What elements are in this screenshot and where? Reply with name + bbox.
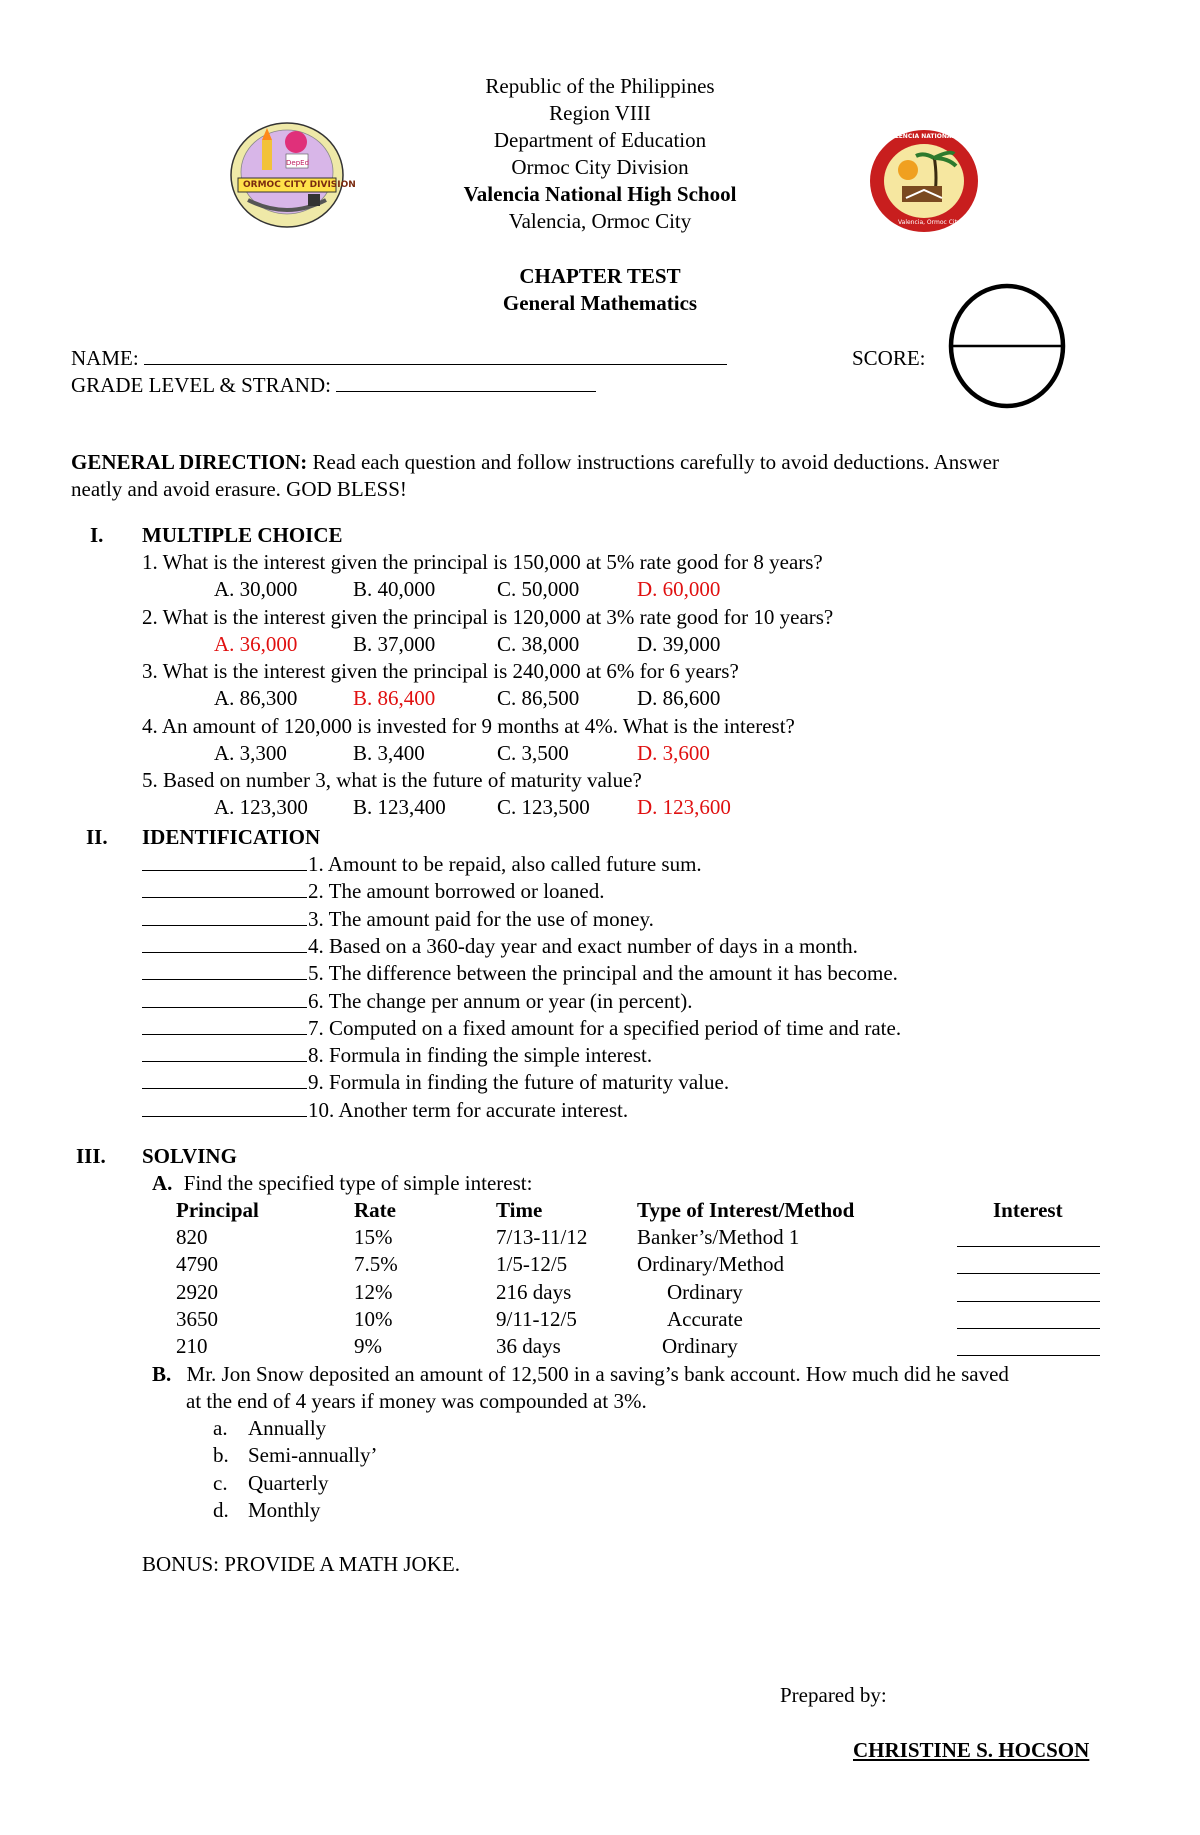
answer-blank[interactable] xyxy=(142,936,307,953)
identification-item xyxy=(142,1072,729,1093)
mc-option-3-c[interactable]: C. 86,500 xyxy=(497,686,580,710)
school-location: Valencia, Ormoc City xyxy=(508,209,692,233)
mc-option-3-b[interactable]: B. 86,400 xyxy=(353,686,436,710)
mc-option-4-d[interactable]: D. 3,600 xyxy=(637,740,710,765)
identification-text: 2. The amount borrowed or loaned. xyxy=(308,879,605,904)
identification-item xyxy=(142,854,702,875)
mc-option-5-a[interactable]: A. 123,300 xyxy=(214,795,308,819)
test-title: CHAPTER TEST xyxy=(519,264,681,288)
direction-label: GENERAL DIRECTION: xyxy=(71,450,308,474)
mc-option-1-b[interactable]: B. 40,000 xyxy=(353,577,436,601)
interest-answer-blank[interactable] xyxy=(957,1354,1100,1356)
name-label: NAME: xyxy=(71,346,139,370)
interest-answer-blank[interactable] xyxy=(957,1300,1100,1302)
partB-option-letter: d. xyxy=(213,1497,229,1522)
header-line-republic: Republic of the Philippines xyxy=(485,74,715,98)
table-cell: 7/13-11/12 xyxy=(496,1225,588,1249)
identification-text: 5. The difference between the principal and the amount it has become. xyxy=(308,961,898,986)
partB-label: B. xyxy=(152,1362,172,1386)
mc-option-2-c[interactable]: C. 38,000 xyxy=(497,631,580,656)
answer-blank[interactable] xyxy=(142,1100,307,1117)
section2-numeral: II. xyxy=(86,825,108,849)
mc-question-2: 2. What is the interest given the principal is 120,000 at 3% rate good for 10 years? xyxy=(142,604,834,629)
mc-option-2-d[interactable]: D. 39,000 xyxy=(637,631,721,656)
table-header: Time xyxy=(496,1198,543,1222)
section1-numeral: I. xyxy=(90,523,104,547)
mc-option-5-d[interactable]: D. 123,600 xyxy=(637,795,731,819)
table-cell: 12% xyxy=(354,1279,393,1304)
general-direction-line1 xyxy=(71,452,999,473)
answer-blank[interactable] xyxy=(142,881,307,898)
identification-item xyxy=(142,1097,629,1122)
mc-option-5-b[interactable]: B. 123,400 xyxy=(353,795,446,819)
bonus-text: BONUS: PROVIDE A MATH JOKE. xyxy=(142,1552,460,1576)
answer-blank[interactable] xyxy=(142,1045,307,1062)
identification-text: 9. Formula in finding the future of maturity value. xyxy=(308,1070,730,1095)
grade-field[interactable] xyxy=(71,375,596,396)
answer-blank[interactable] xyxy=(142,1072,307,1089)
interest-answer-blank[interactable] xyxy=(957,1327,1100,1329)
mc-option-4-b[interactable]: B. 3,400 xyxy=(353,740,425,765)
partB-option-text: Monthly xyxy=(248,1497,321,1522)
identification-item xyxy=(142,881,604,902)
table-cell: 1/5-12/5 xyxy=(496,1252,568,1277)
table-cell: 7.5% xyxy=(354,1252,398,1277)
table-header: Rate xyxy=(354,1198,396,1222)
identification-text: 8. Formula in finding the simple interest. xyxy=(308,1043,653,1068)
name-blank[interactable] xyxy=(144,348,727,365)
section3-numeral: III. xyxy=(76,1144,106,1168)
identification-item xyxy=(142,963,898,984)
mc-option-5-c[interactable]: C. 123,500 xyxy=(497,795,590,819)
right-logo-location-text: Valencia, Ormoc City xyxy=(898,219,961,226)
section2-title: IDENTIFICATION xyxy=(142,825,321,849)
direction-text-2: neatly and avoid erasure. GOD BLESS! xyxy=(71,477,407,501)
table-cell: 36 days xyxy=(496,1334,561,1359)
table-cell: 3650 xyxy=(176,1306,218,1331)
mc-option-4-a[interactable]: A. 3,300 xyxy=(214,740,287,765)
partA-label: A. xyxy=(152,1171,173,1195)
partA-heading xyxy=(152,1173,532,1194)
partB-option-text: Quarterly xyxy=(248,1470,329,1495)
header-line-division: Ormoc City Division xyxy=(511,155,689,179)
score-label: SCORE: xyxy=(852,346,926,370)
identification-item xyxy=(142,933,858,958)
valencia-nhs-seal xyxy=(868,128,1005,234)
mc-option-2-a[interactable]: A. 36,000 xyxy=(214,631,298,656)
table-header: Interest xyxy=(993,1198,1063,1222)
answer-blank[interactable] xyxy=(142,1018,307,1035)
identification-item xyxy=(142,906,654,931)
score-circle[interactable] xyxy=(946,282,1068,410)
identification-text: 1. Amount to be repaid, also called future sum. xyxy=(308,852,702,876)
identification-text: 3. The amount paid for the use of money. xyxy=(308,906,654,931)
interest-answer-blank[interactable] xyxy=(957,1272,1100,1274)
table-cell: Accurate xyxy=(667,1306,743,1331)
partB-line1 xyxy=(152,1364,1009,1385)
right-logo-school-text: VALENCIA NATIONAL HIGH SCHOOL xyxy=(886,133,1005,140)
table-cell: 2920 xyxy=(176,1279,218,1304)
grade-label: GRADE LEVEL & STRAND: xyxy=(71,373,331,397)
section3-title: SOLVING xyxy=(142,1144,237,1168)
table-cell: 210 xyxy=(176,1334,208,1359)
partB-text-2: at the end of 4 years if money was compounded at 3%. xyxy=(186,1389,647,1413)
left-logo-deped-text: DepEd xyxy=(286,159,310,167)
mc-question-3: 3. What is the interest given the principal is 240,000 at 6% for 6 years? xyxy=(142,659,739,683)
table-cell: 9% xyxy=(354,1334,382,1359)
partB-text-1: Mr. Jon Snow deposited an amount of 12,500 in a saving’s bank account. How much did he saved xyxy=(186,1362,1009,1386)
answer-blank[interactable] xyxy=(142,854,307,871)
mc-option-2-b[interactable]: B. 37,000 xyxy=(353,631,436,656)
table-cell: 15% xyxy=(354,1225,393,1249)
author-name: CHRISTINE S. HOCSON xyxy=(853,1738,1090,1762)
mc-option-1-c[interactable]: C. 50,000 xyxy=(497,577,580,601)
mc-question-5: 5. Based on number 3, what is the future of maturity value? xyxy=(142,768,642,792)
partA-text: Find the specified type of simple interest: xyxy=(183,1171,533,1195)
answer-blank[interactable] xyxy=(142,909,307,926)
mc-question-4: 4. An amount of 120,000 is invested for 9 months at 4%. What is the interest? xyxy=(142,713,795,738)
prepared-by-label: Prepared by: xyxy=(780,1683,887,1707)
school-name: Valencia National High School xyxy=(463,182,737,206)
ormoc-division-logo xyxy=(228,120,356,230)
identification-item xyxy=(142,988,693,1013)
table-cell: 10% xyxy=(354,1306,393,1331)
subject-title: General Mathematics xyxy=(502,291,698,315)
mc-option-1-d[interactable]: D. 60,000 xyxy=(637,577,721,601)
direction-text-1: Read each question and follow instructions carefully to avoid deductions. Answer xyxy=(312,450,999,474)
mc-option-1-a[interactable]: A. 30,000 xyxy=(214,577,298,601)
partB-option-letter: c. xyxy=(213,1470,228,1495)
mc-option-4-c[interactable]: C. 3,500 xyxy=(497,740,569,765)
table-cell: Banker’s/Method 1 xyxy=(637,1225,800,1249)
section1-title: MULTIPLE CHOICE xyxy=(142,523,343,547)
table-cell: Ordinary xyxy=(662,1334,738,1359)
table-header: Type of Interest/Method xyxy=(637,1198,855,1222)
left-logo-division-text: ORMOC CITY DIVISION xyxy=(243,180,356,190)
mc-question-1: 1. What is the interest given the principal is 150,000 at 5% rate good for 8 years? xyxy=(142,550,823,574)
name-field[interactable] xyxy=(71,348,727,369)
identification-text: 4. Based on a 360-day year and exact number of days in a month. xyxy=(308,933,858,958)
table-cell: 216 days xyxy=(496,1279,572,1304)
answer-blank[interactable] xyxy=(142,991,307,1008)
table-cell: 9/11-12/5 xyxy=(496,1306,577,1331)
mc-option-3-d[interactable]: D. 86,600 xyxy=(637,686,721,710)
identification-item xyxy=(142,1045,652,1066)
identification-text: 7. Computed on a fixed amount for a specified period of time and rate. xyxy=(308,1015,902,1040)
table-cell: Ordinary xyxy=(667,1279,743,1304)
interest-answer-blank[interactable] xyxy=(957,1245,1100,1247)
partB-option-text: Annually xyxy=(248,1416,327,1440)
table-cell: 820 xyxy=(176,1225,208,1249)
identification-text: 6. The change per annum or year (in percent). xyxy=(308,988,693,1013)
answer-blank[interactable] xyxy=(142,963,307,980)
table-header: Principal xyxy=(176,1198,259,1222)
partB-option-letter: b. xyxy=(213,1443,229,1468)
identification-item xyxy=(142,1015,902,1040)
grade-blank[interactable] xyxy=(336,375,596,392)
table-cell: 4790 xyxy=(176,1252,218,1277)
mc-option-3-a[interactable]: A. 86,300 xyxy=(214,686,298,710)
identification-text: 10. Another term for accurate interest. xyxy=(308,1097,629,1122)
partB-option-text: Semi-annually’ xyxy=(248,1443,378,1468)
header-line-deped: Department of Education xyxy=(493,128,707,152)
table-cell: Ordinary/Method xyxy=(637,1252,784,1277)
header-line-region: Region VIII xyxy=(549,101,651,125)
partB-option-letter: a. xyxy=(213,1416,228,1440)
